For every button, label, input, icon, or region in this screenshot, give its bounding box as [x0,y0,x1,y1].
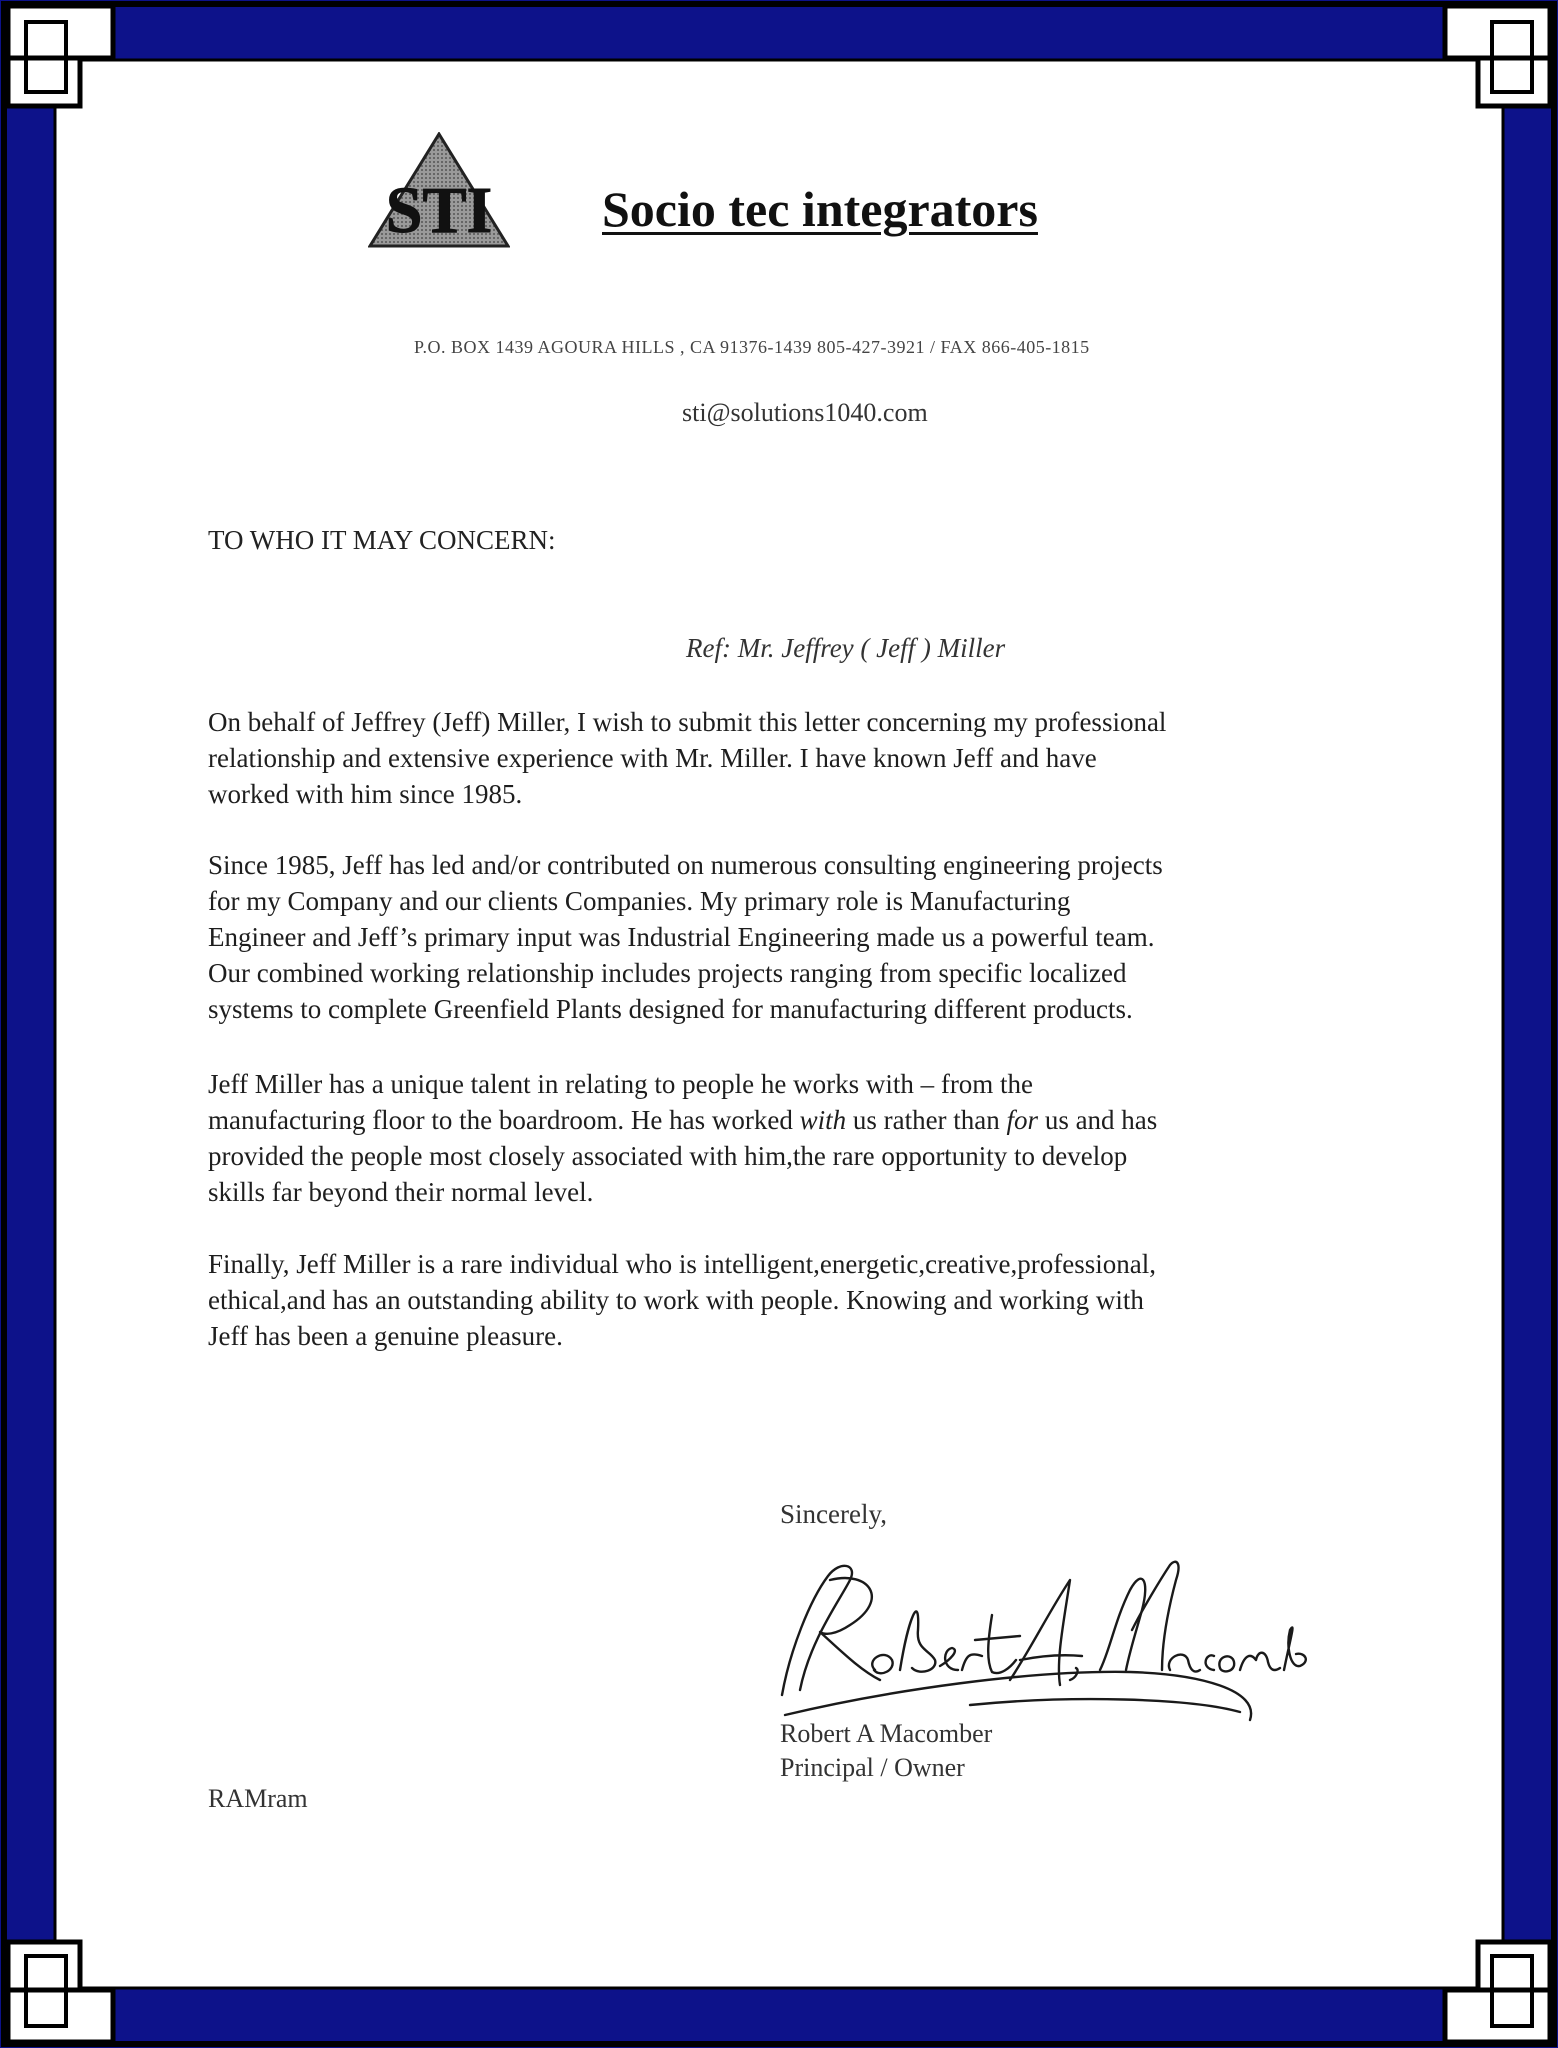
paragraph-line: Our combined working relationship includes projects ranging from specific localized [208,958,1127,988]
paragraph-line: for my Company and our clients Companies. My primary role is Manufacturing [208,886,1071,916]
paragraph-1 [208,704,1358,812]
paragraph-line: On behalf of Jeffrey (Jeff) Miller, I wish to submit this letter concerning my professional [208,707,1167,737]
paragraph-line: Finally, Jeff Miller is a rare individual who is intelligent,energetic,creative,professional, [208,1249,1156,1279]
signer-title: Principal / Owner [780,1753,965,1782]
paragraph-line: ethical,and has an outstanding ability to work with people. Knowing and working with [208,1285,1144,1315]
paragraph-line: provided the people most closely associated with him,the rare opportunity to develop [208,1141,1128,1171]
sti-logo [368,132,510,250]
closing: Sincerely, [780,1499,887,1529]
text-run: us rather than [846,1105,1007,1135]
paragraph-line: relationship and extensive experience with Mr. Miller. I have known Jeff and have [208,743,1097,773]
text-run: manufacturing floor to the boardroom. He has worked [208,1105,800,1135]
company-email: sti@solutions1040.com [682,398,928,427]
paragraph-line: Since 1985, Jeff has led and/or contributed on numerous consulting engineering projects [208,850,1163,880]
paragraph-line: skills far beyond their normal level. [208,1177,594,1207]
paragraph-2 [208,847,1358,1027]
salutation: TO WHO IT MAY CONCERN: [208,525,556,555]
company-name: Socio tec integrators [602,181,1038,237]
svg-text:STI: STI [385,174,493,247]
paragraph-line: Engineer and Jeff’s primary input was Industrial Engineering made us a powerful team. [208,922,1155,952]
paragraph-line [208,1102,1358,1138]
paragraph-line: Jeff has been a genuine pleasure. [208,1321,563,1351]
paragraph-4 [208,1246,1358,1354]
emphasis-for: for [1006,1105,1039,1135]
typist-initials: RAMram [208,1784,308,1813]
paragraph-line: systems to complete Greenfield Plants designed for manufacturing different products. [208,994,1133,1024]
company-address: P.O. BOX 1439 AGOURA HILLS , CA 91376-1439 805-427-3921 / FAX 866-405-1815 [414,337,1090,357]
paragraph-3 [208,1066,1358,1210]
text-run: us and has [1038,1105,1158,1135]
signer-name: Robert A Macomber [780,1719,993,1748]
emphasis-with: with [799,1105,847,1135]
reference-line: Ref: Mr. Jeffrey ( Jeff ) Miller [686,633,1006,663]
paragraph-line: Jeff Miller has a unique talent in relating to people he works with – from the [208,1069,1034,1099]
paragraph-line: worked with him since 1985. [208,779,523,809]
